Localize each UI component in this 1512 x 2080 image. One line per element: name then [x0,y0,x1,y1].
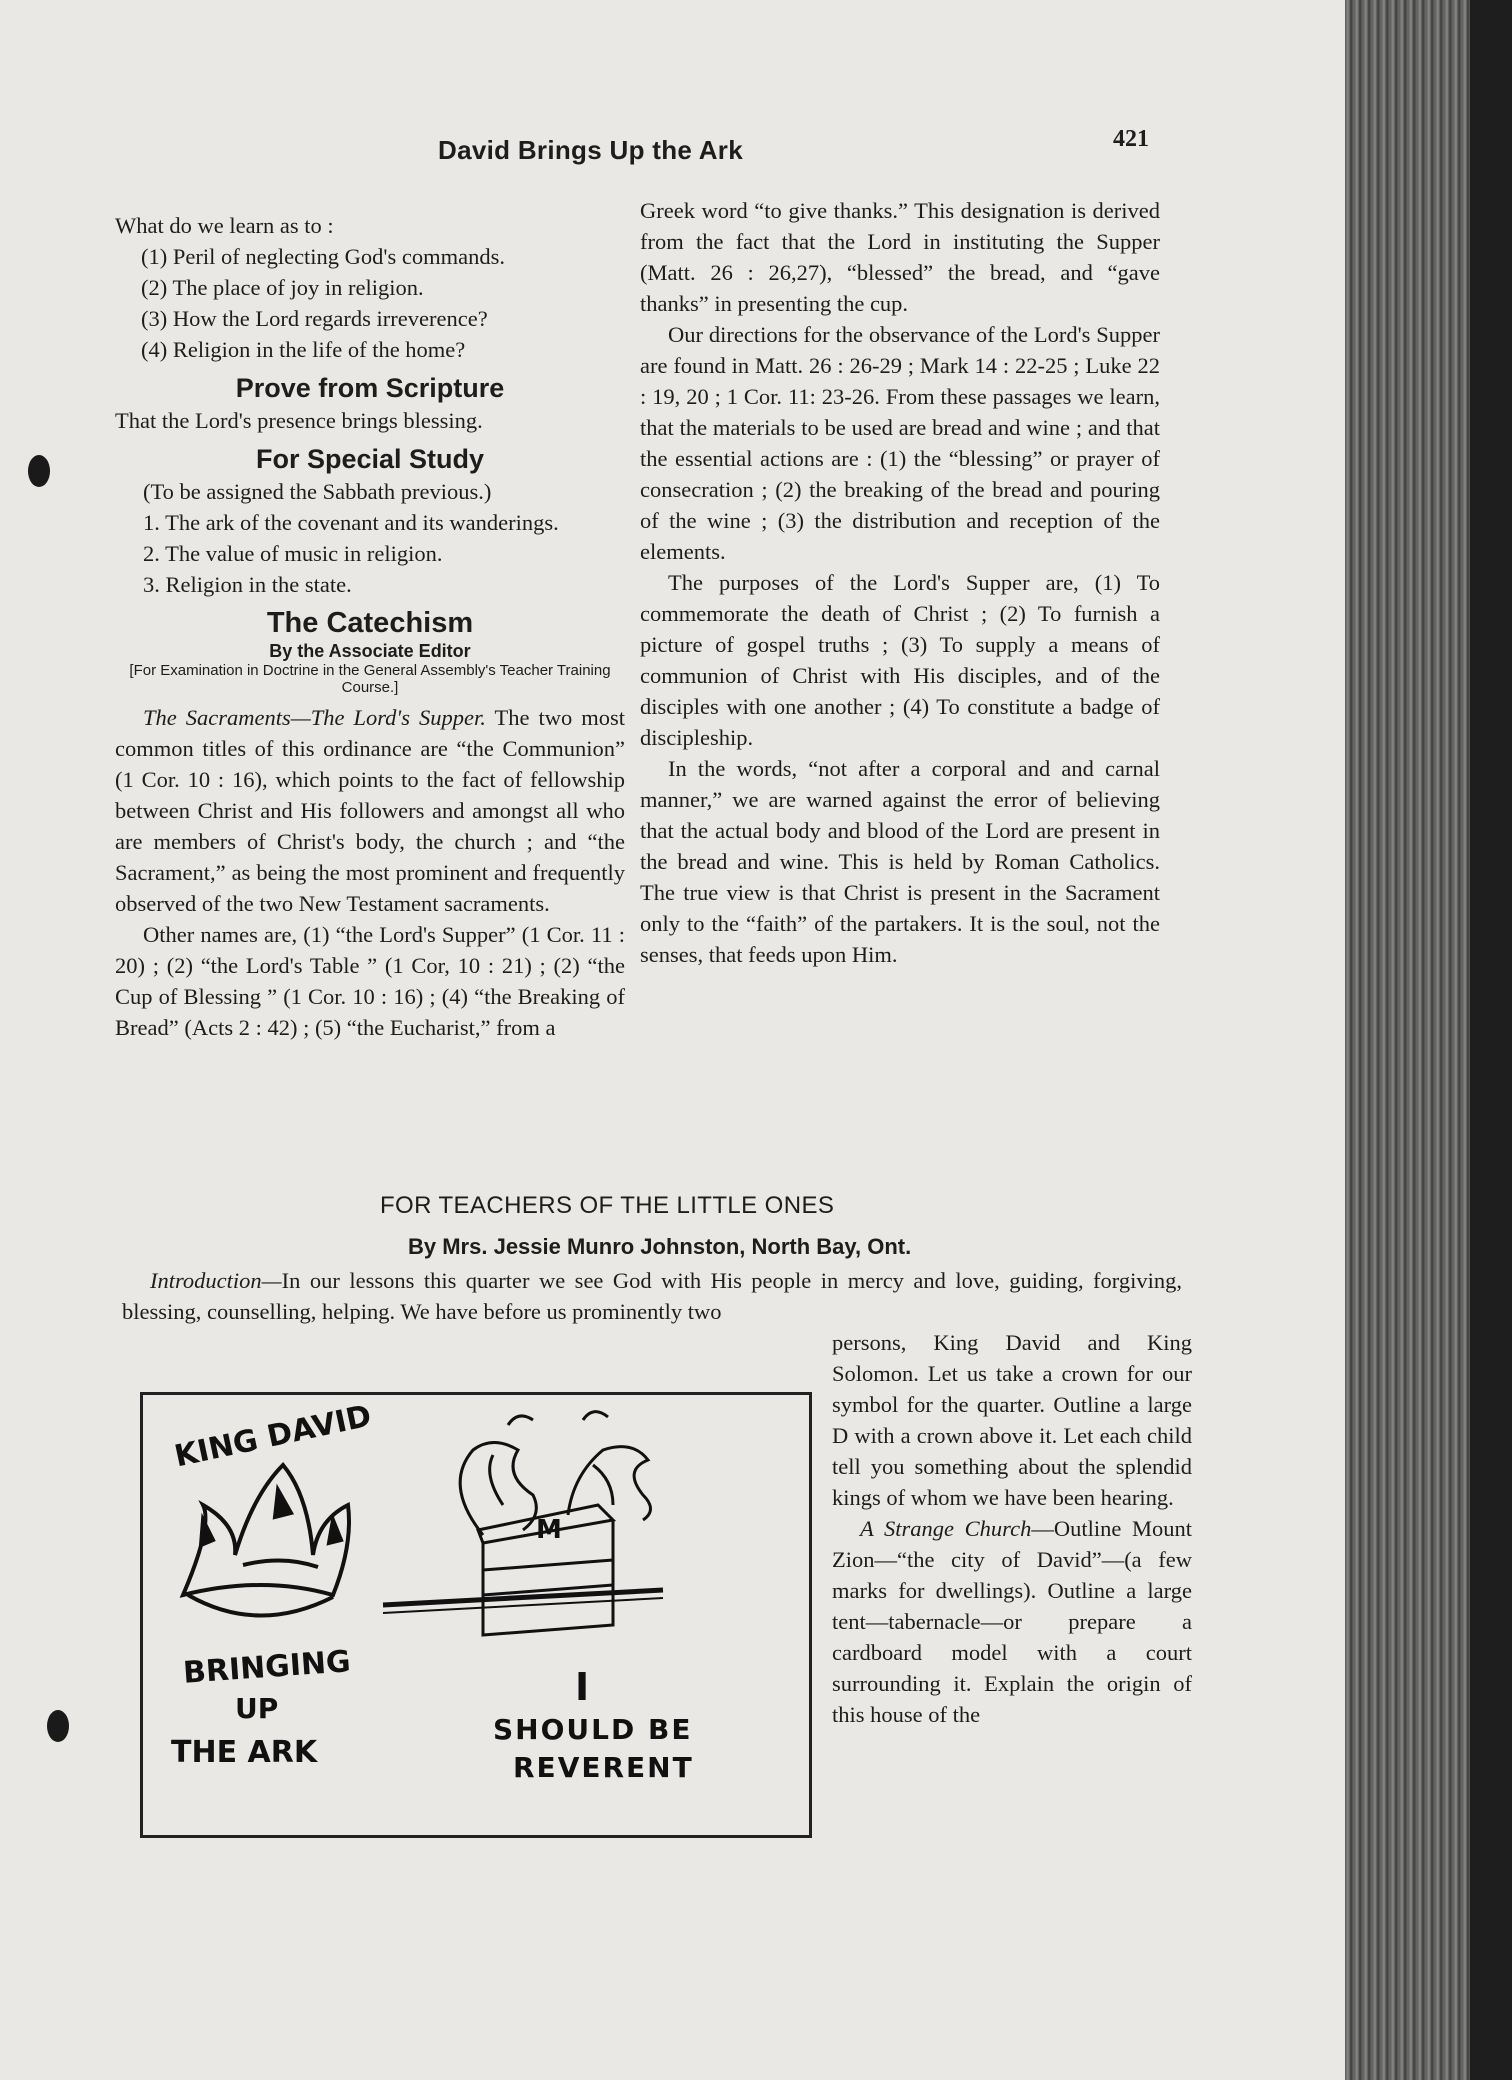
should-be-label: SHOULD BE [493,1713,693,1746]
catechism-note: [For Examination in Doctrine in the General Assembly's Teacher Training Course.] [129,662,611,696]
teachers-section-title: FOR TEACHERS OF THE LITTLE ONES [380,1192,835,1219]
sacraments-text: The two most common titles of this ordinance are “the Communion” (1 Cor. 10 : 16), which points to the fact of fellowship between Christ and His followers and amongst all who are members of Christ's body, the church ; and “the Sacrament,” as being the most prominent and frequently observed of the two New Testament sacraments. [115,705,625,916]
right-paragraph-1: Greek word “to give thanks.” This designation is derived from the fact that the Lord in instituting the Supper (Matt. 26 : 26,27), “blessed” the bread, and “gave thanks” in presenting the cup. [640,198,1160,316]
intro-paragraph [122,1265,1182,1327]
running-head: David Brings Up the Ark [438,135,743,165]
right-column [640,195,1160,970]
special-study-note: (To be assigned the Sabbath previous.) [143,479,492,504]
prove-text: That the Lord's presence brings blessing. [115,408,483,433]
special-item: 3. Religion in the state. [143,572,352,597]
right-paragraph-3: The purposes of the Lord's Supper are, (1) To commemorate the death of Christ ; (2) To furnish a picture of gospel truths ; (3) To supply a means of communion of Christ with His disciples, and of the disciples with one another ; (4) To constitute a badge of discipleship. [640,570,1160,750]
special-item: 2. The value of music in religion. [143,541,443,566]
side-paragraph-2 [832,1513,1192,1730]
sacraments-title: The Sacraments—The Lord's Supper. [143,705,486,730]
intro-text: In our lessons this quarter we see God with His people in mercy and love, guiding, forgiving, blessing, counselling, helping. We have before us prominently two [122,1268,1182,1324]
prove-heading: Prove from Scripture [235,373,505,403]
right-paragraph-4: In the words, “not after a corporal and and carnal manner,” we are warned against the error of believing that the actual body and blood of the Lord are present in the bread and wine. This is held by Roman Catholics. The true view is that Christ is present in the Sacrament only to the “faith” of the partakers. It is the soul, not the senses, that feeds upon Him. [640,756,1160,967]
narrow-column [832,1327,1192,1730]
blackboard-drawing [140,1392,812,1838]
i-label: I [575,1665,590,1709]
up-label: UP [235,1692,279,1725]
teachers-section-byline: By Mrs. Jessie Munro Johnston, North Bay, Ont. [408,1234,912,1259]
ark-icon [383,1412,663,1635]
drawing-svg [143,1395,815,1841]
catechism-byline: By the Associate Editor [269,641,471,661]
page-number: 421 [1113,126,1149,152]
king-david-label: KING DAVID [171,1398,375,1475]
special-item: 1. The ark of the covenant and its wanderings. [143,510,559,535]
question-item: (4) Religion in the life of the home? [141,337,466,362]
book-edge-shadow [1470,0,1512,2080]
special-study-heading: For Special Study [255,444,485,474]
left-column [115,210,625,1043]
punch-hole [47,1710,69,1742]
catechism-heading: The Catechism [266,607,474,639]
other-names-paragraph: Other names are, (1) “the Lord's Supper” (1 Cor. 11 : 20) ; (2) “the Lord's Table ” (1 Cor, 10 : 21) ; (2) “the Cup of Blessing ” (1 Cor. 10 : 16) ; (4) “the Breaking of Bread” (Acts 2 : 42) ; (5) “the Eucharist,” from a [115,922,625,1040]
question-item: (1) Peril of neglecting God's commands. [141,244,505,269]
intro-label: Introduction— [150,1268,282,1293]
ark-letter: M [536,1515,562,1545]
the-ark-label: THE ARK [171,1735,318,1770]
questions-list [115,241,625,365]
bringing-label: BRINGING [181,1644,352,1691]
question-item: (2) The place of joy in religion. [141,275,424,300]
side-paragraph-2-text: —Outline Mount Zion—“the city of David”—(a few marks for dwellings). Outline a large tent—tabernacle—or prepare a cardboard model with a court surrounding it. Explain the origin of this house of the [832,1516,1193,1727]
right-paragraph-2: Our directions for the observance of the Lord's Supper are found in Matt. 26 : 26-29 ; Mark 14 : 22-25 ; Luke 22 : 19, 20 ; 1 Cor. 11: 23-26. From these passages we learn, that the materials to be used are bread and wine ; and that the essential actions are : (1) the “blessing” or prayer of consecration ; (2) the breaking of the bread and pouring of the wine ; (3) the distribution and reception of the elements. [640,322,1160,564]
sacraments-paragraph [115,702,625,919]
reverent-label: REVERENT [513,1751,694,1784]
side-paragraph-2-label: A Strange Church [860,1516,1032,1541]
punch-hole [28,455,50,487]
crown-icon [183,1465,349,1616]
questions-intro: What do we learn as to : [115,213,334,238]
side-paragraph-1: persons, King David and King Solomon. Let us take a crown for our symbol for the quarter. Outline a large D with a crown above it. Let each child tell you something about the splendid kings of whom we have been hearing. [832,1330,1192,1510]
question-item: (3) How the Lord regards irreverence? [141,306,488,331]
